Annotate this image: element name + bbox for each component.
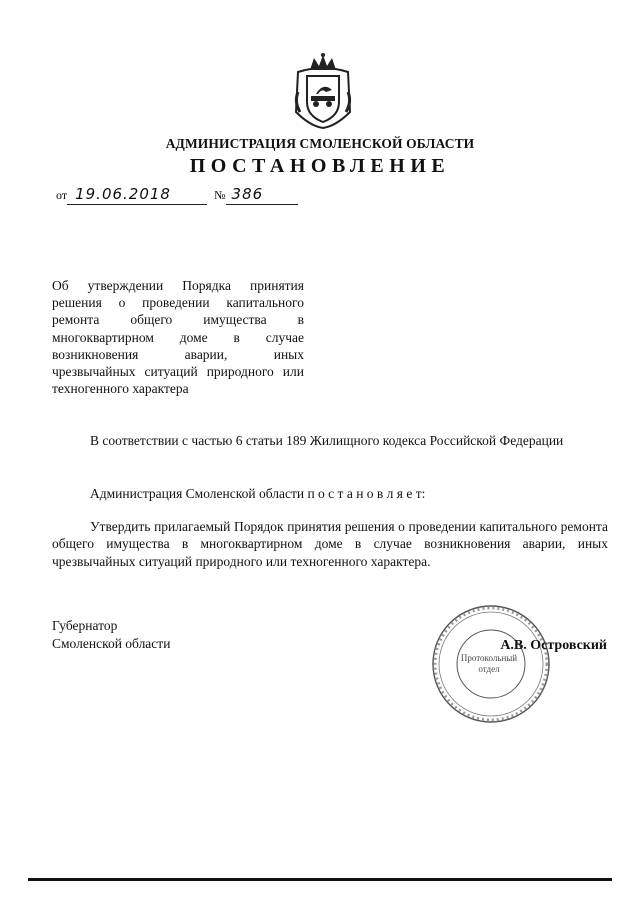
- date-field: [67, 185, 207, 205]
- signer-position-line1: Губернатор: [52, 618, 118, 633]
- document-type: ПОСТАНОВЛЕНИЕ: [189, 155, 451, 177]
- approval-paragraph: Утвердить прилагаемый Порядок принятия решения о проведении капитального ремонта общего имущества в многоквартирном доме в случае возникновения аварии, иных чрезвычайных ситуаций природного или техногенного характера.: [52, 519, 608, 569]
- bottom-divider: [28, 878, 612, 881]
- document-subject: Об утверждении Порядка принятия решения о проведении капитального ремонта общего имущества в многоквартирном доме в случае возникновения аварии, иных чрезвычайных ситуаций природного или техногенного характера: [52, 278, 304, 397]
- number-prefix: №: [214, 188, 226, 202]
- signer-position-line2: Смоленской области: [52, 636, 171, 651]
- date-value: 19.06.2018: [75, 185, 171, 203]
- legal-basis-paragraph: В соответствии с частью 6 статьи 189 Жилищного кодекса Российской Федерации: [90, 433, 564, 448]
- organization-title: АДМИНИСТРАЦИЯ СМОЛЕНСКОЙ ОБЛАСТИ: [165, 136, 475, 151]
- signer-position: [52, 617, 170, 653]
- coat-of-arms-icon: [292, 52, 354, 130]
- number-field: [226, 185, 298, 205]
- resolution-paragraph: Администрация Смоленской области п о с т а н о в л я е т:: [90, 486, 426, 501]
- date-number-line: [56, 185, 298, 205]
- date-prefix: от: [56, 188, 68, 202]
- number-value: 386: [231, 185, 264, 203]
- stamp-inner-text: Протокольный отдел: [460, 653, 518, 674]
- signer-name: А.В. Островский: [500, 638, 607, 653]
